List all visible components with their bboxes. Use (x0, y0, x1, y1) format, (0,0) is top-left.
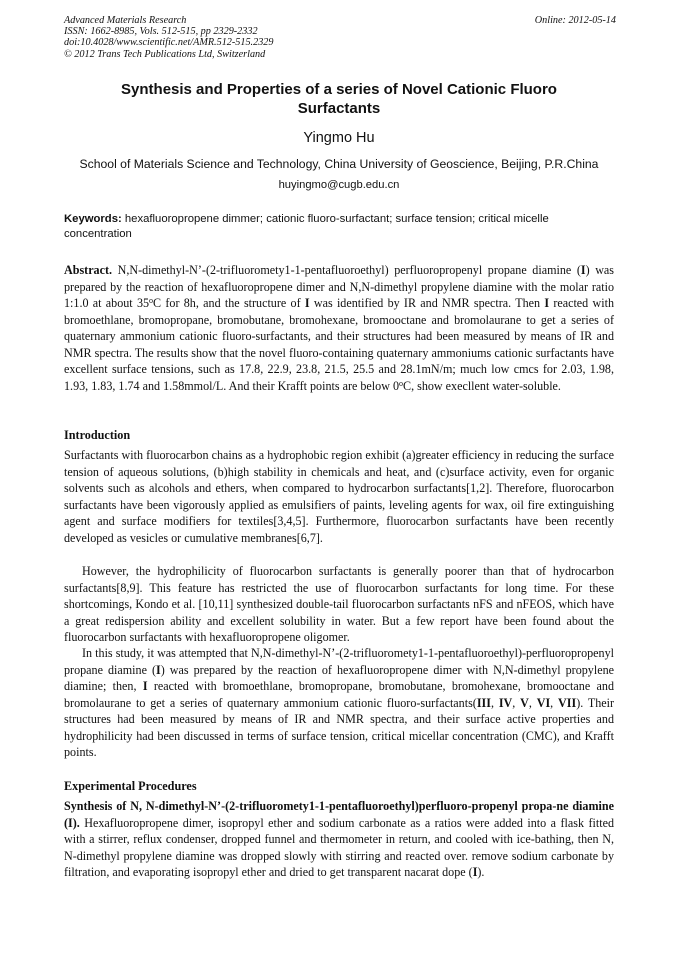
separator: , (528, 695, 537, 710)
introduction-heading: Introduction (64, 428, 131, 442)
journal-name: Advanced Materials Research (64, 15, 187, 26)
separator: , (512, 695, 521, 710)
paragraph-text: ) was prepared by the reaction of hexafluoropropene dimer with N,N-dimethyl propylene diamine; then, (64, 662, 614, 693)
paragraph-text: ). Their structures had been measured by means of IR and NMR spectra, and their surface active properties and hydrophilicity had been discussed in terms of surface tension, critical micellar concentration (CMC), and Krafft points. (64, 695, 615, 759)
abstract-text: was identified by IR and NMR spectra. Then (309, 296, 545, 310)
author-name: Yingmo Hu (303, 130, 375, 146)
compound-label: V (520, 695, 529, 710)
doi-line: doi:10.4028/www.scientific.net/AMR.512-515.2329 (64, 37, 274, 49)
copyright-line: © 2012 Trans Tech Publications Ltd, Switzerland (64, 48, 266, 60)
keywords-text: hexafluoropropene dimmer; cationic fluoro-surfactant; surface tension; critical micelle concentration (64, 213, 549, 240)
compound-label: IV (498, 695, 513, 710)
keywords-label: Keywords: (64, 213, 122, 225)
introduction-paragraph-3 (64, 645, 614, 761)
page-header (64, 15, 616, 60)
compound-label: III (476, 695, 491, 710)
abstract (64, 262, 614, 394)
paragraph-text: Hexafluoropropene dimer, isopropyl ether and sodium carbonate as a ratios were added into a flask fitted with a stirrer, reflux condenser, dropped funnel and thermometer in return, and cooled with ice-bathing, then N, N-dimethyl propylene diamine was dropped slowly with stirring and reacted over. remove sodium carbonate by filtration, and evaporating isopropyl ether and dried to get transparent nacarat dope ( (64, 815, 614, 879)
compound-label: I (580, 263, 586, 277)
degree-superscript: o (149, 296, 154, 305)
separator: , (490, 695, 499, 710)
abstract-text: C for 8h, and the structure of (153, 296, 305, 310)
paragraph-text: ). (477, 865, 485, 879)
introduction-paragraph-2: However, the hydrophilicity of fluorocarbon surfactants is generally poorer than that of hydrocarbon surfactants[8,9]. This feature has restricted the use of fluorocarbon surfactants for long time. For these shortcomings, Kondo et al. [10,11] synthesized double-tail fluorocarbon surfactants nFS and nFEOS, which have a great redispersion ability and excellent solubility in water. But a few report have been found about the fluorocarbon surfactants with hexafluoropropene oligomer. (64, 564, 614, 644)
compound-label: I (544, 296, 550, 310)
introduction-paragraph-1: Surfactants with fluorocarbon chains as a hydrophobic region exhibit (a)greater efficiency in reducing the surface tension of aqueous solutions, (b)high stability in chemicals and heat, and (c)surface activity, even for organic solvents such as alcohols and ethers, when compared to hydrocarbon surfactants[1,2]. Therefore, fluorocarbon surfactants have been vigorously applied as emulsifiers of paints, leveling agents for wax, oil fire extinguishing agent and surface modifiers for textiles[3,4,5]. Furthermore, fluorocarbon surfactants have been recently developed as vesicles or cumulative membranes[6,7]. (64, 448, 614, 545)
abstract-text: N,N-dimethyl-N’-(2-trifluoromety1-1-pentafluoroethyl) perfluoropropenyl propane diamine ( (112, 263, 581, 277)
subsection-heading: Synthesis of N, N-dimethyl-N’-(2-trifluoromety1-1-pentafluoroethyl)perfluoro-propenyl propa-ne diamine (I). (64, 799, 614, 830)
abstract-text: ) was prepared by the reaction of hexafluoropropene dimer and N,N-dimethyl propylene diamine with the molar ratio 1:1.0 at about 35 (64, 263, 615, 310)
online-date: Online: 2012-05-14 (534, 15, 616, 26)
compound-label: I (304, 296, 310, 310)
compound-label: I (156, 662, 161, 677)
compound-label: VI (536, 695, 551, 710)
abstract-text: reacted with bromoethlane, bromopropane, bromobutane, bromohexane, bromooctane and bromolaurane to get a series of quaternary ammonium cationic fluoro-surfactants, and their structures had been measured by means of IR and NMR spectra. The results show that the novel fluoro-containing quaternary ammoniums cationic surfactants have excellent surface tensions, such as 17.8, 22.9, 23.8, 21.5, 25.5 and 28.1mN/m; much low cmcs for 2.03, 1.98, 1.93, 1.83, 1.74 and 1.58mmol/L. And their Krafft points are below 0 (64, 296, 615, 393)
keywords (64, 212, 614, 241)
affiliation: School of Materials Science and Technology, China University of Geoscience, Beijing, P.R.China (79, 157, 599, 171)
experimental-paragraph (64, 798, 614, 881)
degree-superscript: o (399, 378, 403, 388)
experimental-heading: Experimental Procedures (64, 779, 197, 793)
paragraph-text: In this study, it was attempted that N,N-dimethyl-N’-(2-trifluoromety1-1-pentafluoroethyl)-perfluoropropenyl propane diamine ( (64, 646, 614, 677)
issn-line: ISSN: 1662-8985, Vols. 512-515, pp 2329-2332 (64, 26, 258, 38)
compound-label: I (472, 865, 478, 879)
compound-label: VII (558, 695, 577, 710)
compound-label: I (142, 679, 148, 693)
paragraph-text: reacted with bromoethlane, bromopropane, bromobutane, bromohexane, bromooctane and bromolaurane to get a series of quaternary ammonium cationic fluoro-surfactants( (64, 679, 614, 710)
abstract-text: C, show execllent water-soluble. (403, 378, 561, 393)
author-email: huyingmo@cugb.edu.cn (278, 179, 400, 191)
separator: , (550, 695, 559, 710)
abstract-label: Abstract. (64, 263, 113, 277)
paper-title: Synthesis and Properties of a series of Novel Cationic Fluoro Surfactants (121, 81, 557, 117)
